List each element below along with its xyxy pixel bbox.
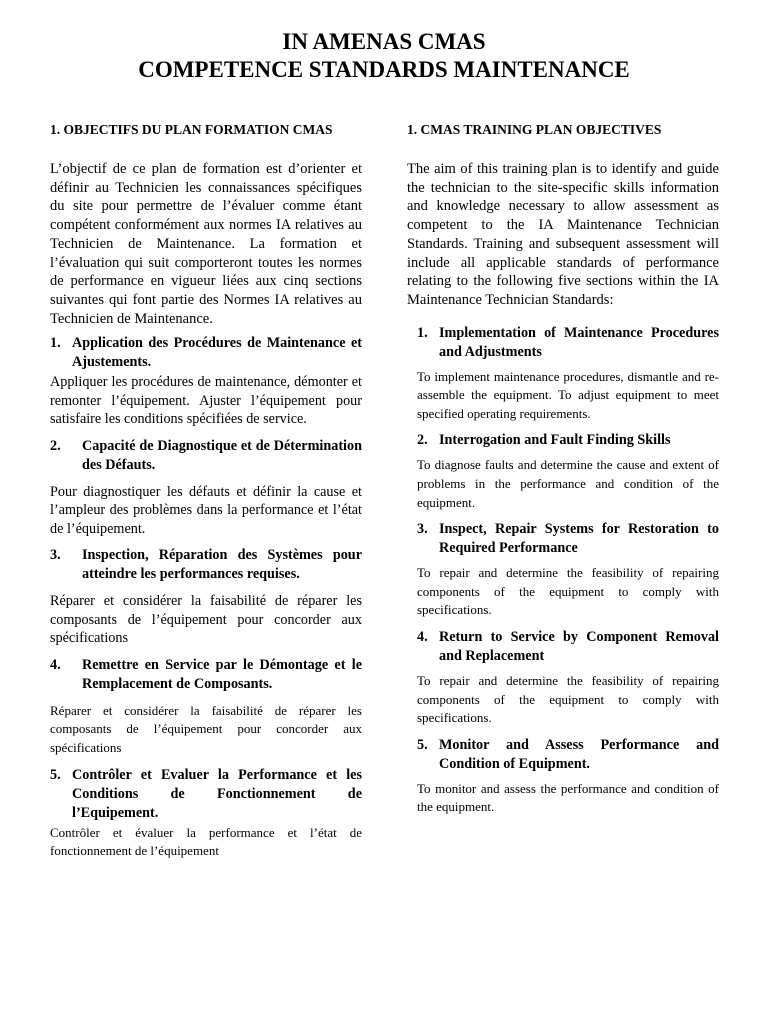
objective-number: 3. [50,547,61,564]
intro-paragraph-fr: L’objectif de ce plan de formation est d’orienter et définir au Technicien les connaissances spécifiques du site pour permettre de l’évaluer comme étant compétent conformément aux normes IA relatives au Technicien de Maintenance. La formation et l’évaluation qui suit comporteront toutes les normes de performance en vigueur liées aux cinq sections suivantes qui font partie des Normes IA relatives au Technicien de Maintenance. [50,161,362,327]
objective-title [417,736,719,774]
objective-item-en-5 [407,736,719,817]
objective-title [417,431,719,450]
objective-body: To diagnose faults and determine the cause and extent of problems in the performance and condition of the equipment. [417,457,719,510]
objective-item-en-2 [407,431,719,512]
objective-item-fr-2 [50,437,362,539]
objective-title [50,546,362,584]
objective-title-text: Interrogation and Fault Finding Skills [439,432,671,449]
objective-number: 2. [417,432,428,449]
objective-item-fr-3 [50,546,362,648]
objective-body: To monitor and assess the performance and condition of the equipment. [417,780,719,815]
objective-number: 4. [50,656,61,673]
objective-title [50,334,362,372]
objective-title-text: Remettre en Service par le Démontage et le Remplacement de Composants. [82,656,362,692]
objective-number: 3. [417,521,428,538]
objective-item-en-1 [407,324,719,424]
section-heading-fr: 1. OBJECTIFS DU PLAN FORMATION CMAS [50,122,333,137]
objective-body: To repair and determine the feasibility of repairing components of the equipment to comply with specifications. [417,565,719,618]
objective-item-fr-5 [50,766,362,861]
document-title [0,28,768,84]
section-heading-en: 1. CMAS TRAINING PLAN OBJECTIVES [407,122,662,137]
objective-title [50,766,362,823]
objective-body: Réparer et considérer la faisabilité de réparer les composants de l’équipement pour concorder aux spécifications [50,702,362,756]
objective-title-text: Capacité de Diagnostique et de Détermination des Défauts. [82,437,362,473]
french-column [50,122,362,869]
objective-title [417,520,719,558]
objective-number: 1. [50,335,61,352]
intro-paragraph-en: The aim of this training plan is to identify and guide the technician to the site-specific skills information and knowledge necessary to allow assessment as competent to the IA Maintenance Technician Standards. Training and subsequent assessment will include all applicable standards of performance relating to the following five sections within the IA Maintenance Technician Standards: [407,161,719,308]
english-column [407,122,719,825]
objective-body: Pour diagnostiquer les défauts et définir la cause et l’ampleur des problèmes dans la performance et l’état de l’équipement. [50,483,362,537]
objective-title-text: Return to Service by Component Removal and Replacement [439,628,719,664]
title-line-2: COMPETENCE STANDARDS MAINTENANCE [138,57,630,82]
objective-title-text: Contrôler et Evaluer la Performance et les Conditions de Fonctionnement de l’Equipement. [72,766,362,821]
objective-title [417,324,719,362]
objective-title-text: Inspect, Repair Systems for Restoration to Required Performance [439,521,719,557]
objective-title-text: Implementation of Maintenance Procedures and Adjustments [439,324,719,360]
objective-item-fr-4 [50,656,362,758]
objective-item-fr-1 [50,334,362,429]
objective-title-text: Monitor and Assess Performance and Condition of Equipment. [439,736,719,772]
objective-item-en-4 [407,628,719,728]
objective-body: To implement maintenance procedures, dismantle and re-assemble the equipment. To adjust equipment to meet specified operating requirements. [417,368,719,421]
objective-body: Appliquer les procédures de maintenance, démonter et remonter l’équipement. Ajuster l’équipement pour satisfaire les conditions spécifiées de service. [50,374,362,428]
objective-body: Réparer et considérer la faisabilité de réparer les composants de l’équipement pour concorder aux spécifications [50,593,362,647]
objective-item-en-3 [407,520,719,620]
objective-title [417,628,719,666]
objective-number: 2. [50,437,61,454]
objective-title-text: Inspection, Réparation des Systèmes pour atteindre les performances requises. [82,547,362,583]
objective-title-text: Application des Procédures de Maintenance et Ajustements. [72,335,362,371]
objective-title [50,656,362,694]
objective-number: 1. [417,324,428,341]
objective-number: 4. [417,628,428,645]
objective-number: 5. [50,766,61,783]
objective-body: Contrôler et évaluer la performance et l’état de fonctionnement de l’équipement [50,824,362,859]
objective-number: 5. [417,736,428,753]
objective-title [50,437,362,475]
objective-body: To repair and determine the feasibility of repairing components of the equipment to comply with specifications. [417,672,719,726]
title-line-1: IN AMENAS CMAS [282,29,486,54]
